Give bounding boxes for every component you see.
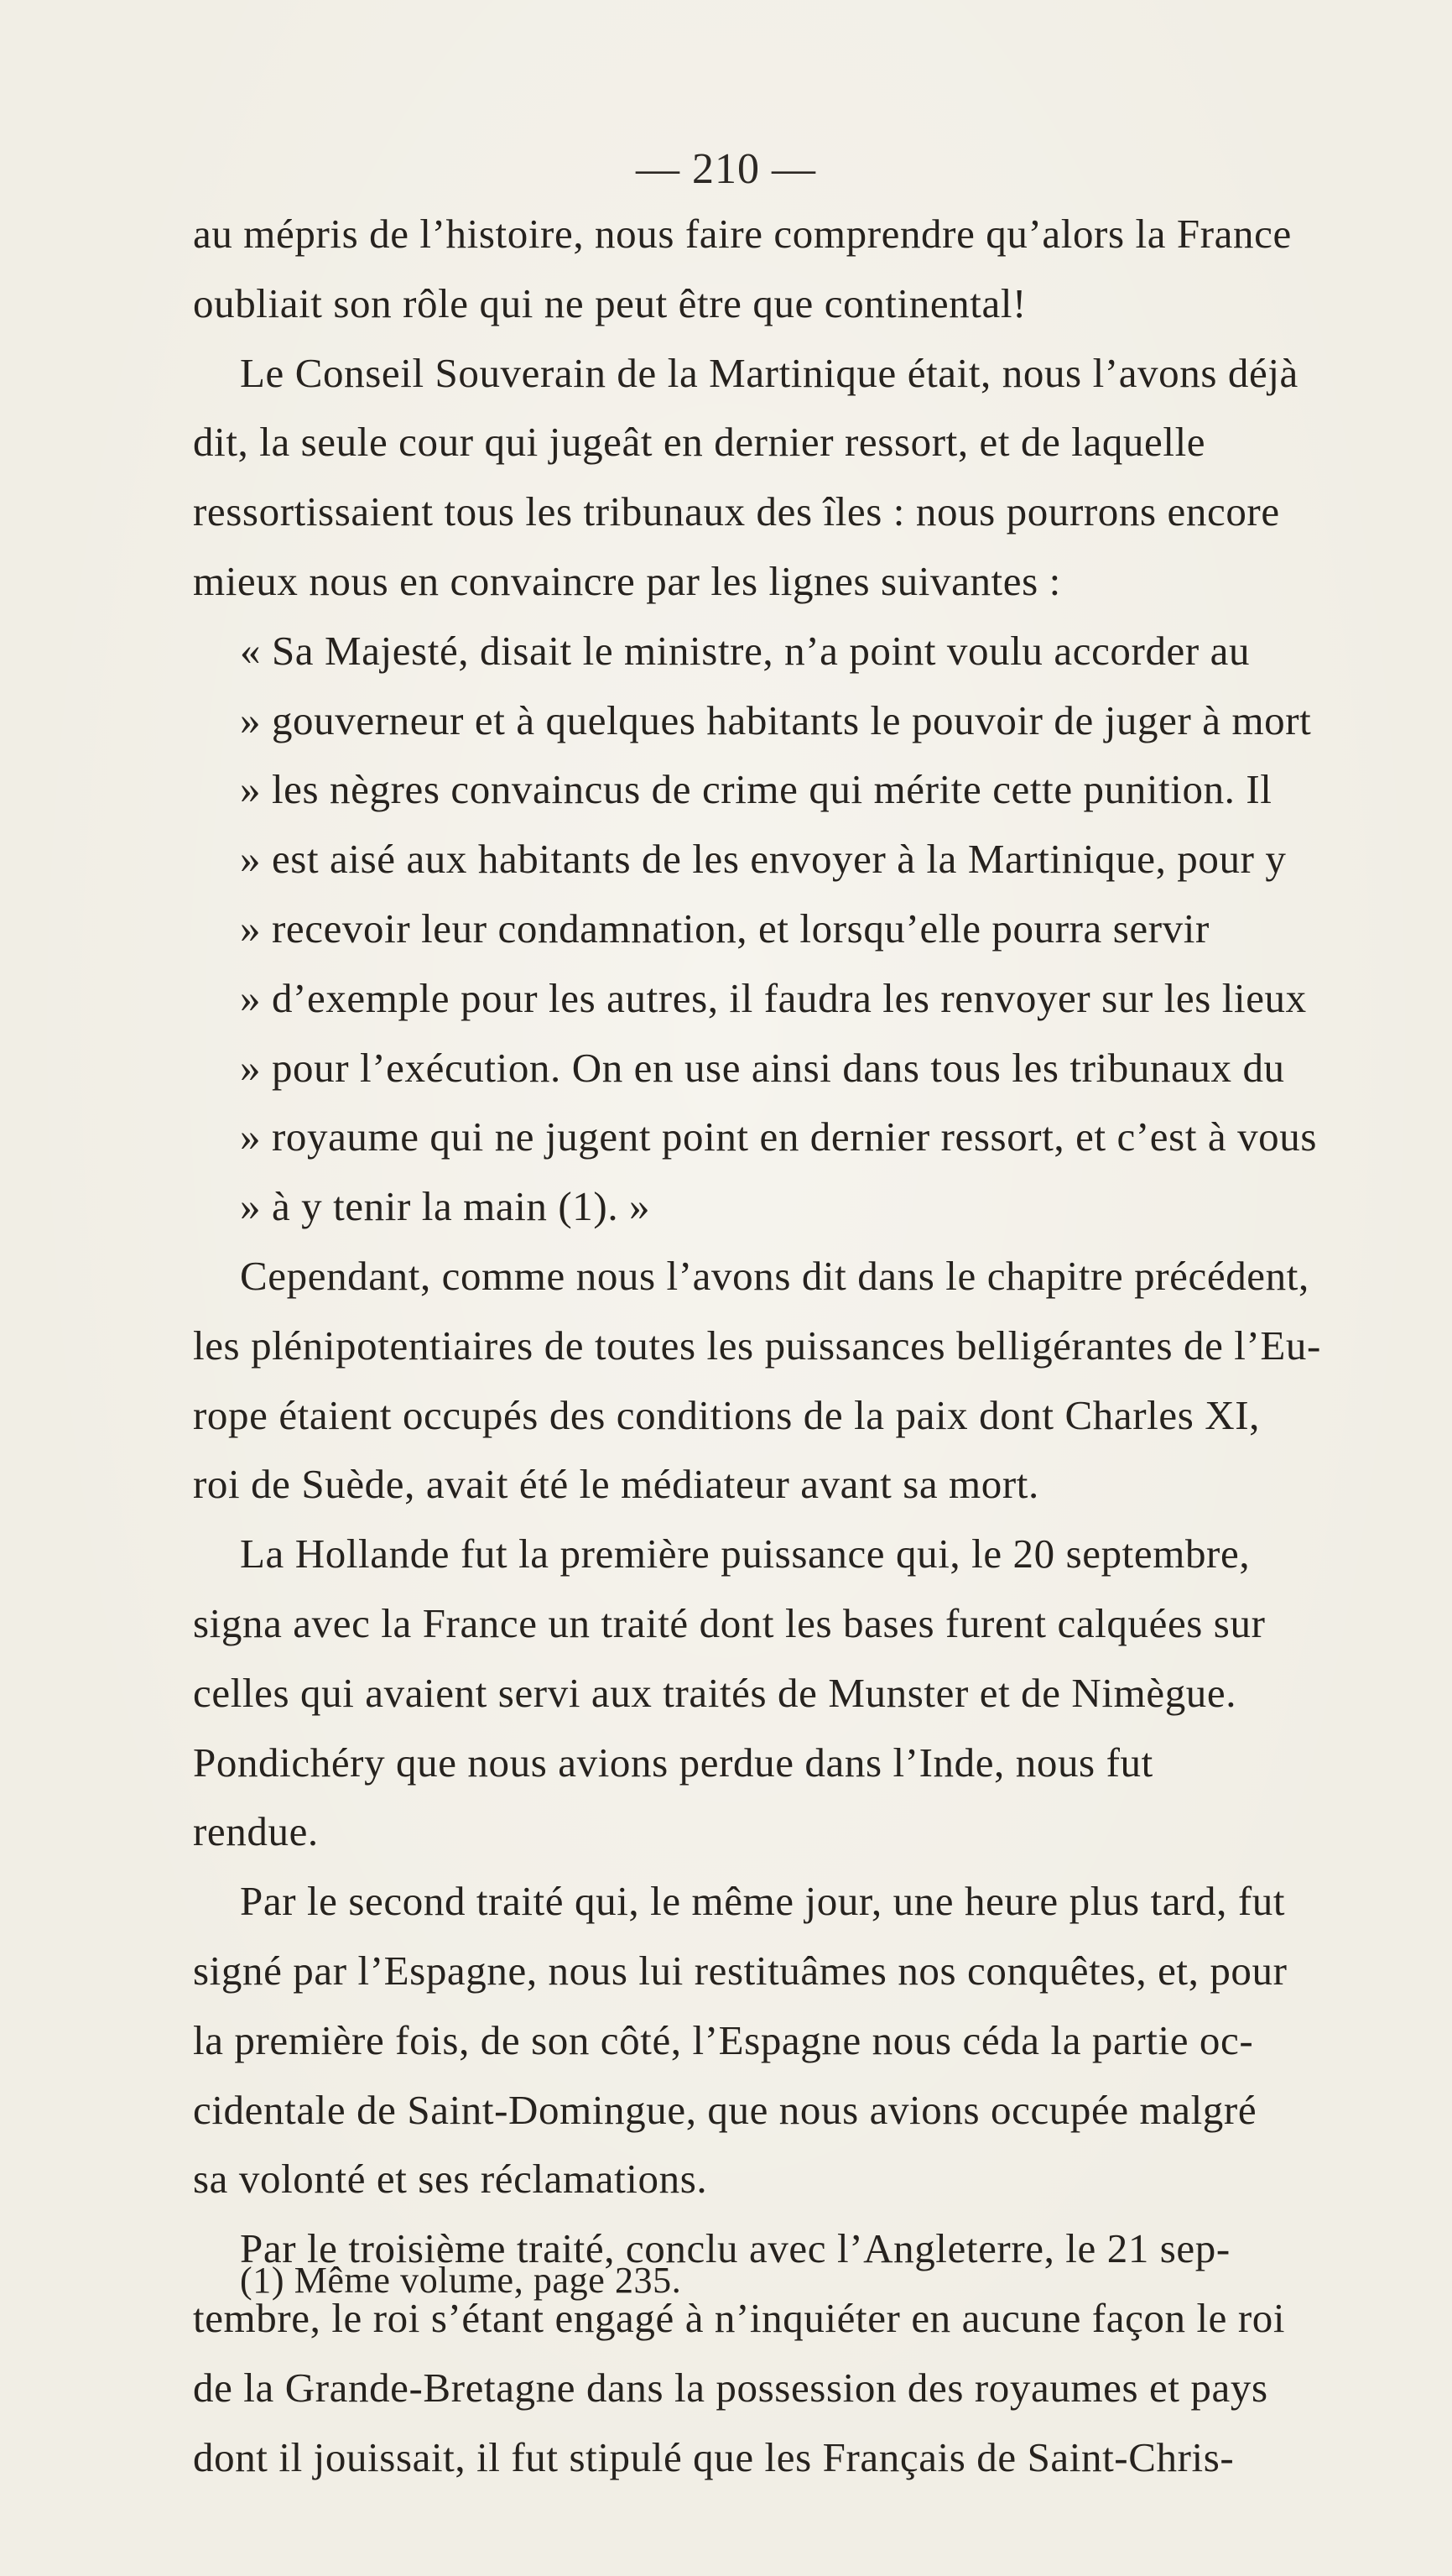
text-line: Par le troisième traité, conclu avec l’Angleterre, le 21 sep- [240, 2225, 1231, 2272]
text-line: dit, la seule cour qui jugeât en dernier ressort, et de laquelle [193, 419, 1206, 466]
text-line: Par le second traité qui, le même jour, une heure plus tard, fut [240, 1878, 1286, 1925]
quote-line: » royaume qui ne jugent point en dernier ressort, et c’est à vous [240, 1113, 1318, 1160]
text-line: au mépris de l’histoire, nous faire comprendre qu’alors la France [193, 211, 1292, 257]
text-line: les plénipotentiaires de toutes les puissances belligérantes de l’Eu- [193, 1322, 1321, 1369]
text-line: dont il jouissait, il fut stipulé que les Français de Saint-Chris- [193, 2433, 1235, 2480]
text-line: mieux nous en convaincre par les lignes suivantes : [193, 557, 1061, 604]
text-line: oubliait son rôle qui ne peut être que continental! [193, 279, 1027, 326]
text-line: Pondichéry que nous avions perdue dans l’Inde, nous fut [193, 1739, 1153, 1786]
text-line: celles qui avaient servi aux traités de Munster et de Nimègue. [193, 1669, 1237, 1716]
text-line: de la Grande-Bretagne dans la possession des royaumes et pays [193, 2364, 1268, 2411]
text-line: ressortissaient tous les tribunaux des îles : nous pourrons encore [193, 488, 1280, 535]
page-number: — 210 — [636, 145, 816, 193]
quote-line: » gouverneur et à quelques habitants le pouvoir de juger à mort [240, 696, 1312, 743]
text-line: signa avec la France un traité dont les bases furent calquées sur [193, 1599, 1266, 1646]
text-line: Cependant, comme nous l’avons dit dans le chapitre précédent, [240, 1252, 1309, 1299]
quote-line: » est aisé aux habitants de les envoyer à la Martinique, pour y [240, 836, 1287, 883]
quote-line: » les nègres convaincus de crime qui mérite cette punition. Il [240, 766, 1272, 813]
quote-line: « Sa Majesté, disait le ministre, n’a point voulu accorder au [240, 627, 1251, 674]
text-line: la première fois, de son côté, l’Espagne nous céda la partie oc- [193, 2016, 1254, 2063]
text-line: rope étaient occupés des conditions de la paix dont Charles XI, [193, 1391, 1260, 1438]
body-text [193, 200, 1451, 2492]
quote-line: » pour l’exécution. On en use ainsi dans tous les tribunaux du [240, 1044, 1285, 1091]
quote-line: » d’exemple pour les autres, il faudra les renvoyer sur les lieux [240, 974, 1307, 1021]
text-line: Le Conseil Souverain de la Martinique était, nous l’avons déjà [240, 349, 1298, 396]
text-line: tembre, le roi s’étant engagé à n’inquiéter en aucune façon le roi [193, 2294, 1286, 2341]
text-line: cidentale de Saint-Domingue, que nous avions occupée malgré [193, 2086, 1257, 2133]
text-line: roi de Suède, avait été le médiateur avant sa mort. [193, 1461, 1039, 1508]
text-line: sa volonté et ses réclamations. [193, 2156, 708, 2203]
text-line: rendue. [193, 1808, 319, 1855]
quote-line: » à y tenir la main (1). » [240, 1183, 651, 1230]
footnote: (1) Même volume, page 235. [240, 2260, 682, 2301]
text-line: La Hollande fut la première puissance qui, le 20 septembre, [240, 1530, 1251, 1577]
quote-line: » recevoir leur condamnation, et lorsqu’elle pourra servir [240, 905, 1210, 952]
text-line: signé par l’Espagne, nous lui restituâmes nos conquêtes, et, pour [193, 1947, 1288, 1994]
